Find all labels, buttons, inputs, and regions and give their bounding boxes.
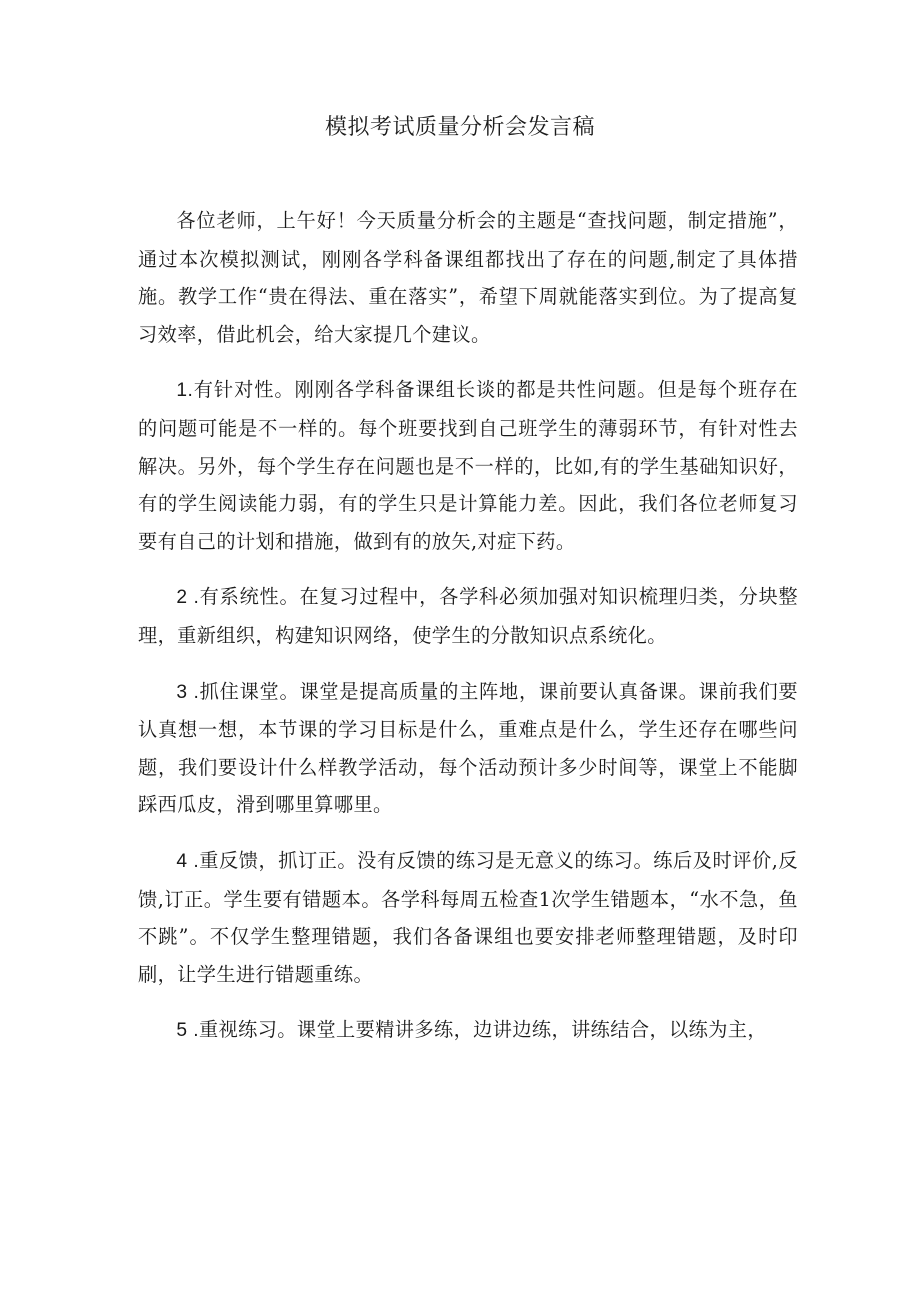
paragraph-item-2 — [138, 578, 798, 654]
paragraph-number: 3 . — [176, 681, 200, 703]
paragraph-item-3 — [138, 673, 798, 824]
paragraph-text: 各位老师，上午好！今天质量分析会的主题是“查找问题，制定措施”，通过本次模拟测试，刚刚各学科备课组都找出了存在的问题,制定了具体措施。教学工作“贵在得法、重在落实”，希望下周就能落实到位。为了提高复习效率，借此机会，给大家提几个建议。 — [138, 209, 798, 346]
paragraph-text: 有针对性。刚刚各学科备课组长谈的都是共性问题。但是每个班存在的问题可能是不一样的。每个班要找到自己班学生的薄弱环节，有针对性去解决。另外，每个学生存在问题也是不一样的，比如,有的学生基础知识好，有的学生阅读能力弱，有的学生只是计算能力差。因此，我们各位老师复习要有自己的计划和措施，做到有的放矢,对症下药。 — [138, 378, 798, 553]
paragraph-text: 有系统性。在复习过程中，各学科必须加强对知识梳理归类，分块整理，重新组织，构建知识网络，使学生的分散知识点系统化。 — [138, 585, 798, 647]
paragraph-number: 2 . — [176, 587, 200, 609]
paragraph-item-5 — [138, 1011, 798, 1050]
paragraph-text: 重视练习。课堂上要精讲多练，边讲边练，讲练结合，以练为主， — [198, 1018, 767, 1042]
paragraph-text: 重反馈，抓订正。没有反馈的练习是无意义的练习。练后及时评价,反馈,订正。学生要有错题本。各学科每周五检查1次学生错题本，“水不急，鱼不跳”。不仅学生整理错题，我们各备课组也要安排老师整理错题，及时印刷，让学生进行错题重练。 — [138, 848, 798, 986]
paragraph-number: 1. — [176, 380, 194, 402]
document-title: 模拟考试质量分析会发言稿 — [324, 115, 595, 140]
paragraph-item-1 — [138, 371, 798, 560]
paragraph-greeting — [138, 202, 798, 353]
paragraph-number: 4 . — [176, 850, 200, 872]
paragraph-number: 5 . — [176, 1020, 199, 1042]
paragraph-item-4 — [138, 842, 798, 993]
document-body — [138, 202, 798, 1068]
paragraph-text: 抓住课堂。课堂是提高质量的主阵地，课前要认真备课。课前我们要认真想一想，本节课的学习目标是什么，重难点是什么，学生还存在哪些问题，我们要设计什么样教学活动，每个活动预计多少时间等，课堂上不能脚踩西瓜皮，滑到哪里算哪里。 — [138, 679, 798, 817]
